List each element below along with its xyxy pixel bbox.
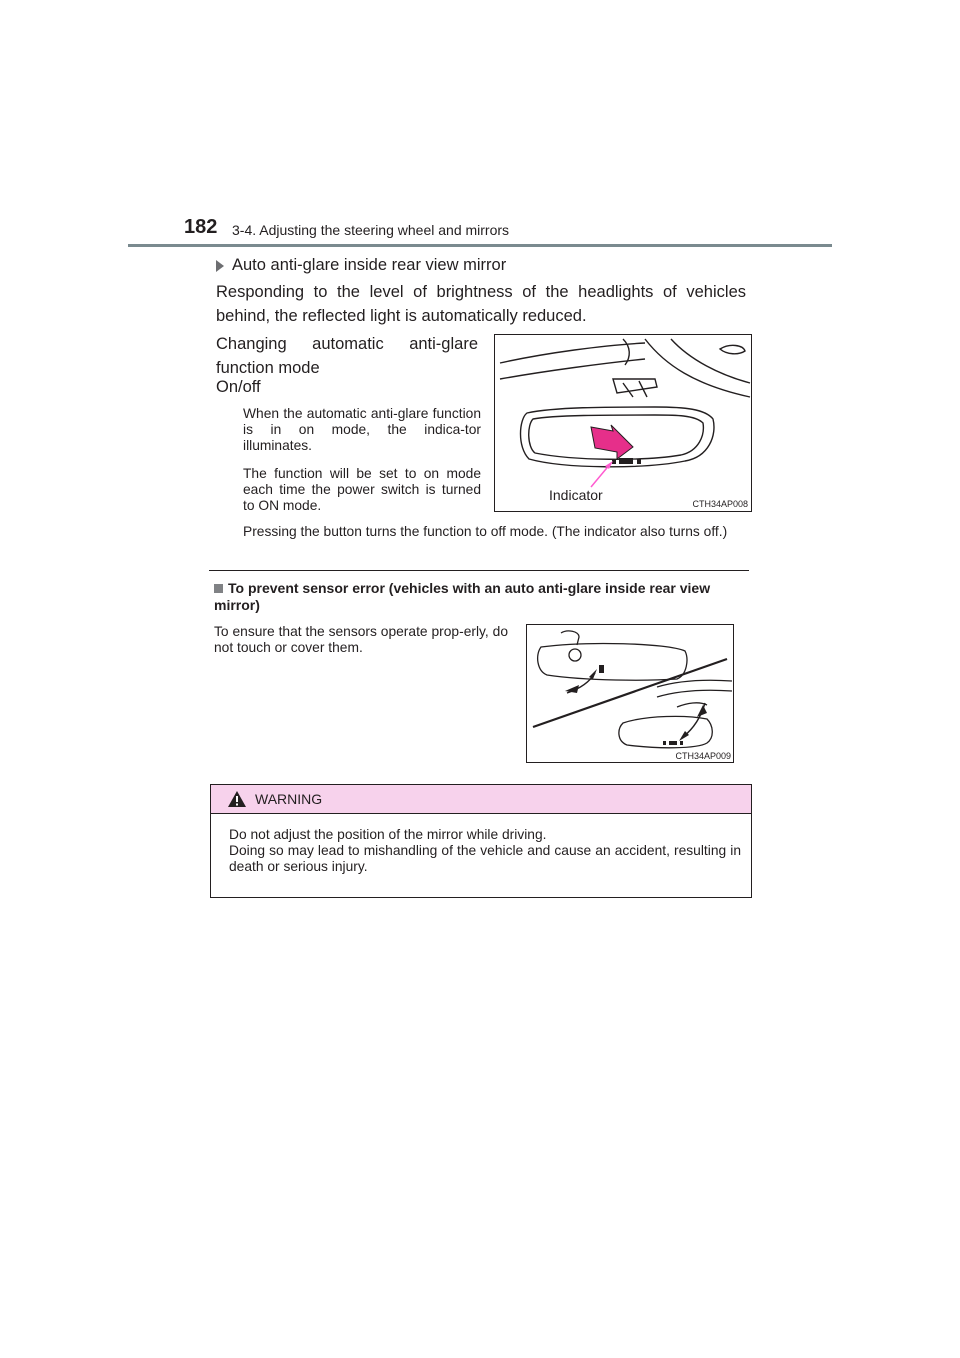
mode-heading: Changing automatic anti-glare function mode (216, 335, 478, 377)
description-power-switch: The function will be set to on mode each time the power switch is turned to ON mode. (243, 466, 481, 513)
warning-triangle-icon (227, 790, 247, 808)
description-on-mode: When the automatic anti-glare function is in on mode, the indica-tor illuminates. (243, 406, 481, 453)
note-heading-text: To prevent sensor error (vehicles with an auto anti-glare inside rear view mirror) (214, 580, 711, 613)
on-off-label: On/off (216, 378, 261, 396)
figure-code: CTH34AP008 (692, 499, 748, 509)
intro-paragraph: Responding to the level of brightness of the headlights of vehicles behind, the reflected light is automatically reduced. (216, 283, 746, 325)
note-heading (214, 580, 750, 614)
triangle-bullet-icon (216, 260, 224, 272)
header-rule (128, 244, 832, 247)
figure-code: CTH34AP009 (675, 751, 731, 761)
warning-line-2: Doing so may lead to mishandling of the vehicle and cause an accident, resulting in death or serious injury. (229, 843, 741, 874)
bullet-heading-text: Auto anti-glare inside rear view mirror (232, 256, 507, 274)
sensor-figure (526, 624, 734, 763)
page-number: 182 (184, 216, 218, 238)
warning-title: WARNING (255, 791, 323, 807)
mirror-illustration (495, 335, 751, 511)
note-text: To ensure that the sensors operate prop-erly, do not touch or cover them. (214, 624, 508, 655)
warning-header (211, 785, 751, 814)
description-off-mode: Pressing the button turns the function to off mode. (The indicator also turns off.) (243, 524, 728, 539)
square-bullet-icon (214, 584, 223, 593)
section-title: 3-4. Adjusting the steering wheel and mirrors (232, 222, 510, 238)
warning-body (229, 827, 741, 875)
warning-line-1: Do not adjust the position of the mirror while driving. (229, 827, 547, 842)
mirror-indicator-figure (494, 334, 752, 512)
press-arrow-icon (591, 425, 633, 459)
warning-box (210, 784, 752, 898)
section-divider (209, 570, 749, 571)
indicator-label: Indicator (549, 487, 603, 503)
sensor-illustration (527, 625, 733, 762)
bullet-heading (216, 256, 506, 275)
